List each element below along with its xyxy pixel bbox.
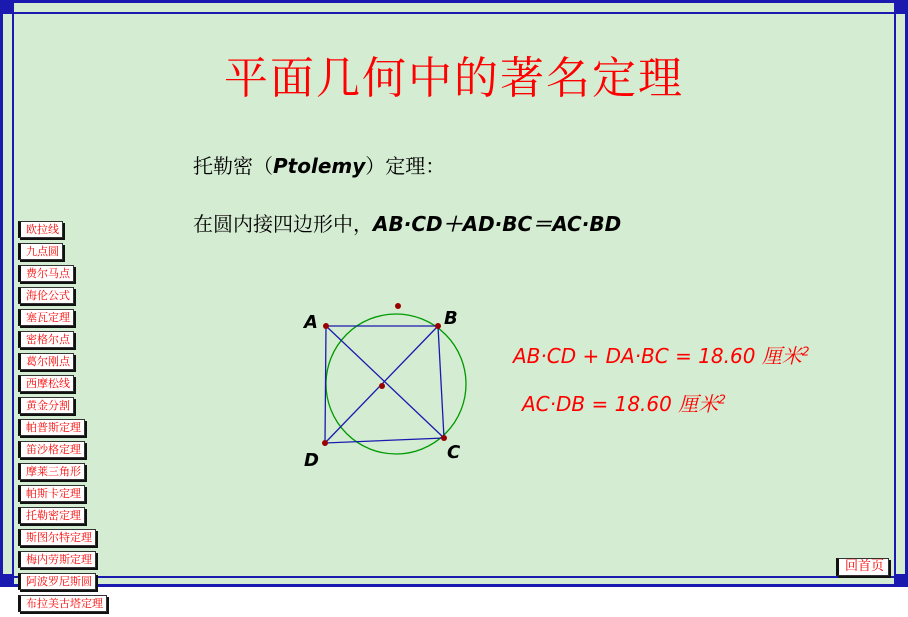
nav-button-gergonne-point[interactable]: 葛尔刚点 [18, 353, 74, 370]
nav-button-apollonius-circle[interactable]: 阿波罗尼斯圆 [18, 573, 96, 590]
measurement-2-unit: 厘米 [678, 392, 719, 416]
nav-button-menelaus-theorem[interactable]: 梅内劳斯定理 [18, 551, 96, 568]
measurement-2-expr: AC·DB = 18.60 [522, 392, 672, 416]
point-c[interactable] [441, 435, 447, 441]
measurement-1-expr: AB·CD + DA·BC = 18.60 [513, 344, 756, 368]
point-d[interactable] [322, 440, 328, 446]
home-button[interactable]: 回首页 [836, 558, 889, 576]
frame-corner-br [894, 574, 905, 585]
nav-button-miquel-point[interactable]: 密格尔点 [18, 331, 74, 348]
diagonal-ac [326, 326, 444, 438]
circumcircle [326, 314, 466, 454]
frame-border-top [12, 12, 896, 14]
nav-button-fermat-point[interactable]: 费尔马点 [18, 265, 74, 282]
point-a[interactable] [323, 323, 329, 329]
statement-prefix: 在圆内接四边形中， [193, 212, 373, 236]
nav-button-brahmagupta-theorem[interactable]: 布拉美古塔定理 [18, 595, 107, 612]
measurement-sum-products [513, 340, 809, 369]
theorem-prefix: 托勒密（ [193, 154, 273, 178]
frame-border-bottom [12, 576, 896, 578]
nav-button-pascal-theorem[interactable]: 帕斯卡定理 [18, 485, 85, 502]
measurement-1-unit: 厘米 [761, 344, 802, 368]
nav-button-golden-section[interactable]: 黄金分割 [18, 397, 74, 414]
nav-button-stewart-theorem[interactable]: 斯图尔特定理 [18, 529, 96, 546]
label-b: B [444, 308, 458, 329]
frame-corner-tr [894, 3, 905, 14]
nav-button-ptolemy-theorem[interactable]: 托勒密定理 [18, 507, 85, 524]
theorem-statement [193, 208, 621, 237]
theorem-name: Ptolemy [273, 154, 366, 178]
nav-button-heron-formula[interactable]: 海伦公式 [18, 287, 74, 304]
nav-button-morley-triangle[interactable]: 摩莱三角形 [18, 463, 85, 480]
cyclic-quadrilateral-diagram [290, 290, 490, 490]
point-b[interactable] [435, 323, 441, 329]
point-intersection [379, 383, 385, 389]
measurement-2-exp: 2 [718, 392, 726, 407]
frame-corner-bl [3, 574, 14, 585]
theorem-heading [193, 150, 445, 179]
page-title: 平面几何中的著名定理 [224, 53, 684, 104]
measurement-1-exp: 2 [801, 344, 810, 359]
theorem-nav [18, 221, 107, 617]
point-on-circle[interactable] [395, 303, 401, 309]
label-a: A [304, 312, 318, 333]
nav-button-nine-point-circle[interactable]: 九点圆 [18, 243, 63, 260]
measurement-diagonals [522, 388, 726, 417]
label-d: D [304, 450, 319, 471]
frame-corner-tl [3, 3, 14, 14]
statement-formula: AB·CD＋AD·BC＝AC·BD [373, 212, 622, 236]
nav-button-ceva-theorem[interactable]: 塞瓦定理 [18, 309, 74, 326]
nav-button-simson-line[interactable]: 西摩松线 [18, 375, 74, 392]
nav-button-euler-line[interactable]: 欧拉线 [18, 221, 63, 238]
label-c: C [447, 442, 461, 463]
theorem-suffix: ）定理： [365, 154, 446, 178]
nav-button-pappus-theorem[interactable]: 帕普斯定理 [18, 419, 85, 436]
nav-button-desargues-theorem[interactable]: 笛沙格定理 [18, 441, 85, 458]
